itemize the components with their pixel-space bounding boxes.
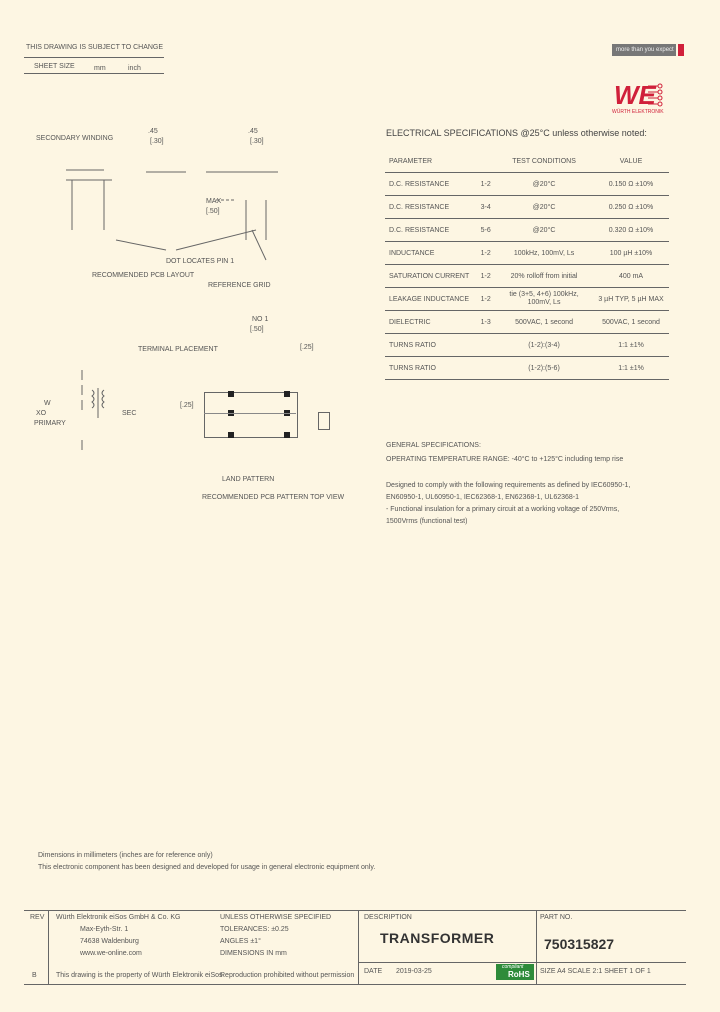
table-row bbox=[385, 242, 669, 265]
footer-property: This drawing is the property of Würth Elektronik eiSos bbox=[56, 972, 223, 979]
schematic-symbol bbox=[60, 360, 140, 470]
doc-line: THIS DRAWING IS SUBJECT TO CHANGE bbox=[26, 44, 164, 51]
unit-mm: mm bbox=[94, 65, 106, 72]
schematic-top-dim: [.50] bbox=[250, 326, 264, 333]
cell-cond: @20°C bbox=[495, 196, 593, 219]
part-label: PART NO. bbox=[540, 914, 573, 921]
cell-pin bbox=[476, 334, 495, 357]
pad bbox=[284, 391, 290, 397]
note-dimensions: Dimensions in millimeters (inches are for reference only) bbox=[38, 852, 213, 859]
cell-cond: tie (3+5, 4+6) 100kHz, 100mV, Ls bbox=[495, 288, 593, 311]
dim-f: [.50] bbox=[206, 208, 220, 215]
part-number: 750315827 bbox=[544, 936, 615, 952]
table-row bbox=[385, 265, 669, 288]
tolerance-d: DIMENSIONS IN mm bbox=[220, 950, 287, 957]
sheet-info: SIZE A4 SCALE 2:1 SHEET 1 OF 1 bbox=[540, 968, 651, 975]
label-w: W bbox=[44, 400, 51, 407]
cell-param: DIELECTRIC bbox=[385, 311, 476, 334]
description-label: DESCRIPTION bbox=[364, 914, 412, 921]
title-divider bbox=[358, 910, 359, 984]
cell-cond: @20°C bbox=[495, 219, 593, 242]
unit-inch: inch bbox=[128, 65, 141, 72]
compliance-c: - Functional insulation for a primary circuit at a working voltage of 250Vrms, bbox=[386, 506, 620, 513]
cell-param: TURNS RATIO bbox=[385, 334, 476, 357]
company-street: Max-Eyth-Str. 1 bbox=[80, 926, 129, 933]
table-row bbox=[385, 173, 669, 196]
table-row bbox=[385, 288, 669, 311]
cell-value: 3 µH TYP, 5 µH MAX bbox=[593, 288, 669, 311]
cell-value: 400 mA bbox=[593, 265, 669, 288]
compliance-d: 1500Vrms (functional test) bbox=[386, 518, 468, 525]
company-name: Würth Elektronik eiSos GmbH & Co. KG bbox=[56, 914, 181, 921]
cell-cond: 500VAC, 1 second bbox=[495, 311, 593, 334]
cell-value: 1:1 ±1% bbox=[593, 357, 669, 380]
dim-b: .45 bbox=[248, 128, 258, 135]
brand-logo bbox=[612, 78, 666, 118]
cell-value: 0.250 Ω ±10% bbox=[593, 196, 669, 219]
compliance-a: Designed to comply with the following requirements as defined by IEC60950-1, bbox=[386, 482, 631, 489]
general-line: OPERATING TEMPERATURE RANGE: -40°C to +125°C including temp rise bbox=[386, 456, 624, 463]
cell-cond: 100kHz, 100mV, Ls bbox=[495, 242, 593, 265]
cell-param: D.C. RESISTANCE bbox=[385, 173, 476, 196]
label-terminal-placement: TERMINAL PLACEMENT bbox=[138, 346, 218, 353]
description-value: TRANSFORMER bbox=[380, 930, 495, 946]
dim-b2: [.30] bbox=[250, 138, 264, 145]
cell-pin: 1-2 bbox=[476, 242, 495, 265]
tagline: more than you expect bbox=[616, 47, 674, 53]
rev-label: REV bbox=[30, 914, 45, 921]
cell-pin: 1-2 bbox=[476, 288, 495, 311]
cell-param: TURNS RATIO bbox=[385, 357, 476, 380]
tagline-bar bbox=[612, 44, 676, 56]
cell-value: 0.320 Ω ±10% bbox=[593, 219, 669, 242]
general-title: GENERAL SPECIFICATIONS: bbox=[386, 442, 481, 449]
side-pad bbox=[318, 412, 330, 430]
table-row bbox=[385, 357, 669, 380]
date-value: 2019-03-25 bbox=[396, 968, 432, 975]
cell-cond: (1-2):(5-6) bbox=[495, 357, 593, 380]
side-dim-a: [.25] bbox=[300, 344, 314, 351]
mechanical-outline bbox=[56, 150, 296, 290]
table-row bbox=[385, 219, 669, 242]
tolerance-a: UNLESS OTHERWISE SPECIFIED bbox=[220, 914, 332, 921]
table-header bbox=[385, 150, 669, 173]
header-rule-2 bbox=[24, 73, 164, 74]
footer-repro: Reproduction prohibited without permission bbox=[220, 972, 355, 979]
sheet-size-label: SHEET SIZE bbox=[34, 63, 75, 70]
company-web: www.we-online.com bbox=[80, 950, 142, 957]
cell-pin: 1-3 bbox=[476, 311, 495, 334]
electrical-table bbox=[385, 150, 669, 380]
table-row bbox=[385, 311, 669, 334]
label-sec: SEC bbox=[122, 410, 137, 417]
cell-value: 1:1 ±1% bbox=[593, 334, 669, 357]
company-city: 74638 Waldenburg bbox=[80, 938, 139, 945]
pcb-pattern-label: RECOMMENDED PCB PATTERN TOP VIEW bbox=[202, 494, 345, 501]
header-rule bbox=[24, 57, 164, 58]
cell-cond: (1-2):(3-4) bbox=[495, 334, 593, 357]
cell-pin: 1-2 bbox=[476, 173, 495, 196]
dim-e: MAX bbox=[206, 198, 222, 205]
col-value: VALUE bbox=[593, 150, 669, 173]
centerline bbox=[204, 413, 296, 414]
label-primary: PRIMARY bbox=[34, 420, 66, 427]
col-conditions: TEST CONDITIONS bbox=[495, 150, 593, 173]
title-block-bottom bbox=[24, 984, 686, 985]
label-secondary-winding: SECONDARY WINDING bbox=[36, 135, 114, 142]
cell-value: 100 µH ±10% bbox=[593, 242, 669, 265]
pad bbox=[228, 391, 234, 397]
cell-param: LEAKAGE INDUCTANCE bbox=[385, 288, 476, 311]
title-divider bbox=[48, 910, 49, 984]
dim-a: .45 bbox=[148, 128, 158, 135]
cell-param: INDUCTANCE bbox=[385, 242, 476, 265]
tolerance-c: ANGLES ±1° bbox=[220, 938, 261, 945]
brand-name: WÜRTH ELEKTRONIK bbox=[612, 109, 664, 115]
pad bbox=[228, 432, 234, 438]
cell-param: D.C. RESISTANCE bbox=[385, 219, 476, 242]
rev-value: B bbox=[32, 972, 37, 979]
dim-a2: [.30] bbox=[150, 138, 164, 145]
note-usage: This electronic component has been designed and developed for usage in general electronic equipment only. bbox=[38, 864, 376, 871]
svg-text:WE: WE bbox=[614, 80, 656, 110]
table-row bbox=[385, 196, 669, 219]
schematic-top-label: NO 1 bbox=[252, 316, 269, 323]
table-row bbox=[385, 334, 669, 357]
cell-value: 500VAC, 1 second bbox=[593, 311, 669, 334]
cell-value: 0.150 Ω ±10% bbox=[593, 173, 669, 196]
cell-param: SATURATION CURRENT bbox=[385, 265, 476, 288]
side-dim-b: [.25] bbox=[180, 402, 194, 409]
label-dot-locates: DOT LOCATES PIN 1 bbox=[166, 258, 235, 265]
label-pcb-layout: RECOMMENDED PCB LAYOUT bbox=[92, 272, 195, 279]
compliance-b: EN60950-1, UL60950-1, IEC62368-1, EN62368-1, UL62368-1 bbox=[386, 494, 580, 501]
col-parameter: PARAMETER bbox=[385, 150, 476, 173]
cell-pin bbox=[476, 357, 495, 380]
brand-accent bbox=[678, 44, 684, 56]
pad bbox=[284, 432, 290, 438]
electrical-title: ELECTRICAL SPECIFICATIONS @25°C unless otherwise noted: bbox=[386, 128, 647, 138]
rohs-label: RoHS bbox=[508, 970, 530, 979]
rohs-badge bbox=[496, 964, 534, 980]
cell-pin: 5-6 bbox=[476, 219, 495, 242]
rohs-sub: compliant bbox=[502, 964, 524, 970]
cell-cond: 20% rolloff from initial bbox=[495, 265, 593, 288]
cell-cond: @20°C bbox=[495, 173, 593, 196]
date-label: DATE bbox=[364, 968, 383, 975]
title-divider-h bbox=[358, 962, 686, 963]
cell-pin: 1-2 bbox=[476, 265, 495, 288]
label-xo: XO bbox=[36, 410, 47, 417]
title-block-top bbox=[24, 910, 686, 911]
land-pattern-label: LAND PATTERN bbox=[222, 476, 275, 483]
cell-param: D.C. RESISTANCE bbox=[385, 196, 476, 219]
cell-pin: 3-4 bbox=[476, 196, 495, 219]
label-ref-grid: REFERENCE GRID bbox=[208, 282, 271, 289]
tolerance-b: TOLERANCES: ±0.25 bbox=[220, 926, 289, 933]
title-divider bbox=[536, 910, 537, 984]
